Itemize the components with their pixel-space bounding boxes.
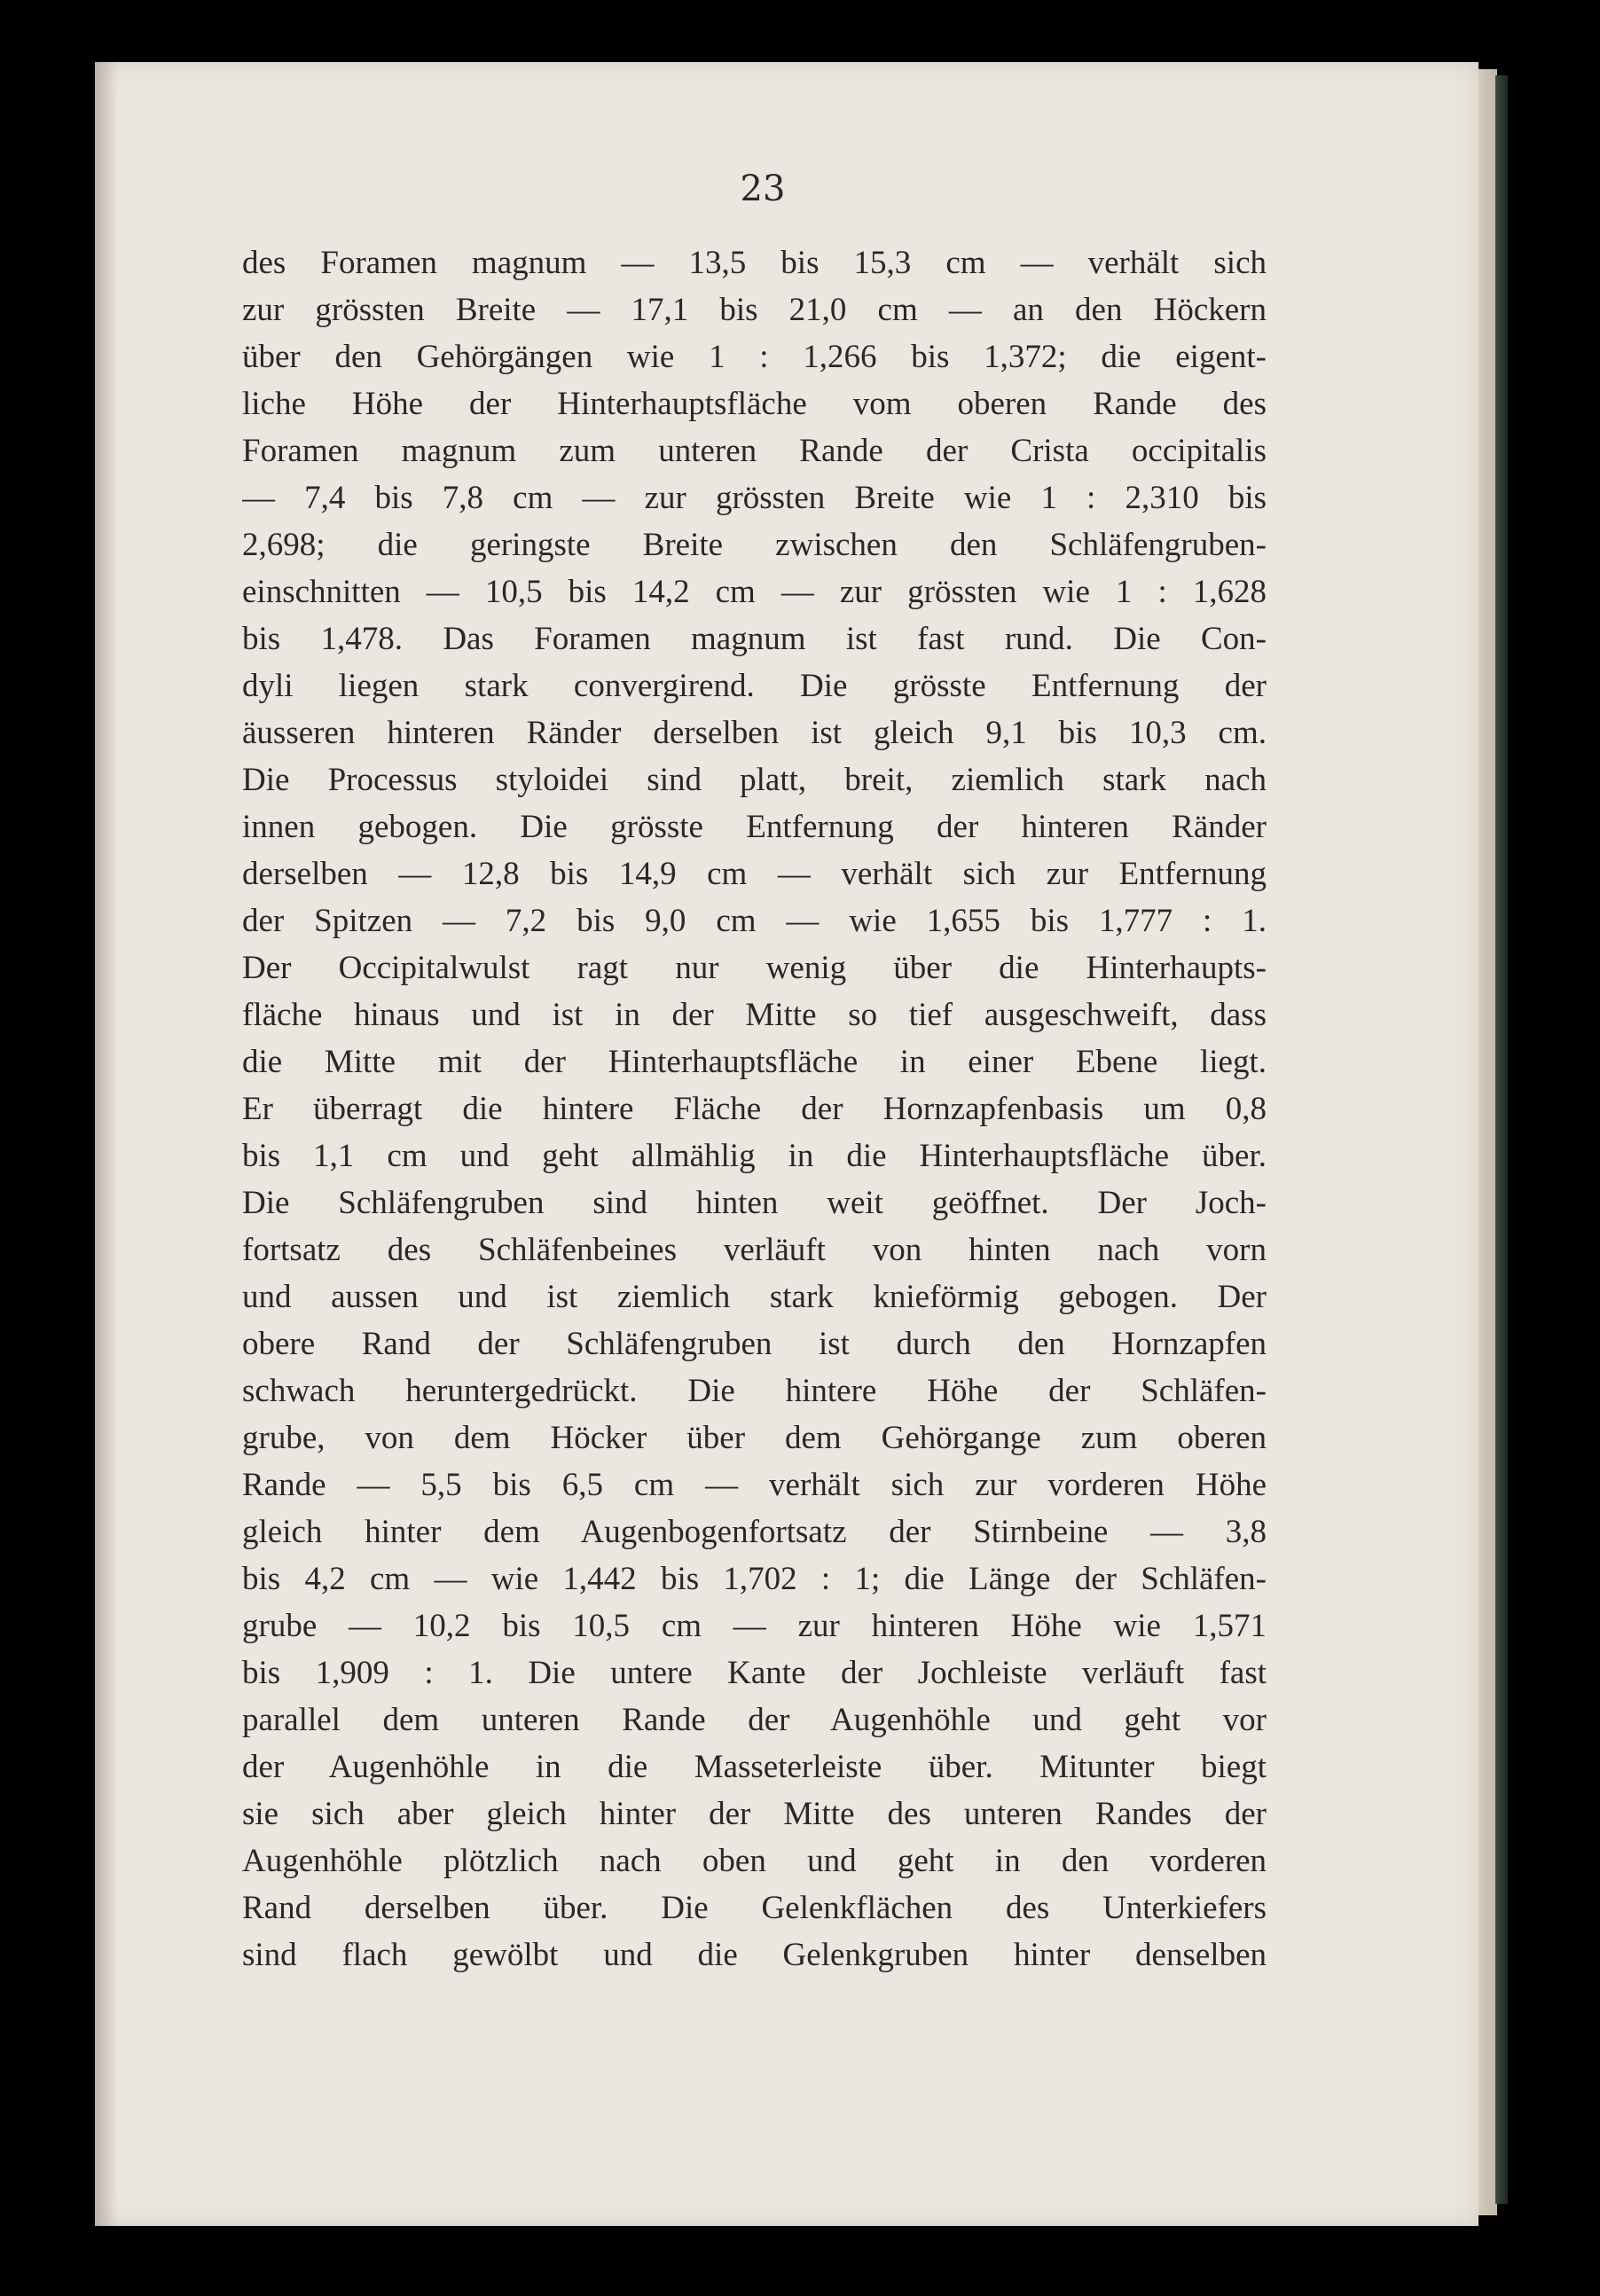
text-line: Rande — 5,5 bis 6,5 cm — verhält sich zur vorderen Höhe: [242, 1467, 1267, 1503]
text-line: innen gebogen. Die grösste Entfernung der hinteren Ränder: [242, 809, 1267, 845]
text-line: bis 1,478. Das Foramen magnum ist fast rund. Die Con-: [242, 621, 1267, 657]
text-line: des Foramen magnum — 13,5 bis 15,3 cm — verhält sich: [242, 245, 1267, 281]
text-line: schwach heruntergedrückt. Die hintere Höhe der Schläfen-: [242, 1373, 1267, 1409]
text-line: liche Höhe der Hinterhauptsfläche vom oberen Rande des: [242, 386, 1267, 422]
text-line: obere Rand der Schläfengruben ist durch den Hornzapfen: [242, 1326, 1267, 1362]
text-line: zur grössten Breite — 17,1 bis 21,0 cm — an den Höckern: [242, 292, 1267, 328]
text-line: parallel dem unteren Rande der Augenhöhle und geht vor: [242, 1702, 1267, 1738]
text-line: 2,698; die geringste Breite zwischen den Schläfengruben-: [242, 527, 1267, 563]
body-text: [242, 239, 1267, 1979]
text-line: einschnitten — 10,5 bis 14,2 cm — zur grössten wie 1 : 1,628: [242, 574, 1267, 610]
text-line: über den Gehörgängen wie 1 : 1,266 bis 1,372; die eigent-: [242, 339, 1267, 375]
text-line: bis 1,909 : 1. Die untere Kante der Jochleiste verläuft fast: [242, 1655, 1267, 1691]
text-line: gleich hinter dem Augenbogenfortsatz der Stirnbeine — 3,8: [242, 1514, 1267, 1550]
gutter-shadow: [95, 62, 118, 2226]
page-number: 23: [740, 168, 786, 209]
text-line: fläche hinaus und ist in der Mitte so tief ausgeschweift, dass: [242, 997, 1267, 1033]
text-line: Die Processus styloidei sind platt, breit, ziemlich stark nach: [242, 762, 1267, 798]
text-line: dyli liegen stark convergirend. Die grösste Entfernung der: [242, 668, 1267, 704]
text-line: fortsatz des Schläfenbeines verläuft von hinten nach vorn: [242, 1232, 1267, 1268]
text-line: bis 4,2 cm — wie 1,442 bis 1,702 : 1; die Länge der Schläfen-: [242, 1561, 1267, 1597]
text-line: derselben — 12,8 bis 14,9 cm — verhält sich zur Entfernung: [242, 856, 1267, 892]
text-line: und aussen und ist ziemlich stark knieförmig gebogen. Der: [242, 1279, 1267, 1315]
text-line: sie sich aber gleich hinter der Mitte des unteren Randes der: [242, 1796, 1267, 1832]
text-line: Foramen magnum zum unteren Rande der Crista occipitalis: [242, 433, 1267, 469]
text-line: Rand derselben über. Die Gelenkflächen des Unterkiefers: [242, 1890, 1267, 1926]
text-line: der Augenhöhle in die Masseterleiste über. Mitunter biegt: [242, 1749, 1267, 1785]
text-line: Augenhöhle plötzlich nach oben und geht in den vorderen: [242, 1843, 1267, 1879]
text-line: bis 1,1 cm und geht allmählig in die Hinterhauptsfläche über.: [242, 1138, 1267, 1174]
text-line: Er überragt die hintere Fläche der Hornzapfenbasis um 0,8: [242, 1091, 1267, 1127]
text-line: Der Occipitalwulst ragt nur wenig über die Hinterhaupts-: [242, 950, 1267, 986]
text-line: — 7,4 bis 7,8 cm — zur grössten Breite wie 1 : 2,310 bis: [242, 480, 1267, 516]
book-cover-edge: [1495, 75, 1508, 2204]
text-line: der Spitzen — 7,2 bis 9,0 cm — wie 1,655 bis 1,777 : 1.: [242, 903, 1267, 939]
text-line: äusseren hinteren Ränder derselben ist gleich 9,1 bis 10,3 cm.: [242, 715, 1267, 751]
text-line: sind flach gewölbt und die Gelenkgruben hinter denselben: [242, 1937, 1267, 1973]
text-line: grube — 10,2 bis 10,5 cm — zur hinteren Höhe wie 1,571: [242, 1608, 1267, 1644]
text-line: grube, von dem Höcker über dem Gehörgange zum oberen: [242, 1420, 1267, 1456]
text-line: Die Schläfengruben sind hinten weit geöffnet. Der Joch-: [242, 1185, 1267, 1221]
text-line: die Mitte mit der Hinterhauptsfläche in einer Ebene liegt.: [242, 1044, 1267, 1080]
